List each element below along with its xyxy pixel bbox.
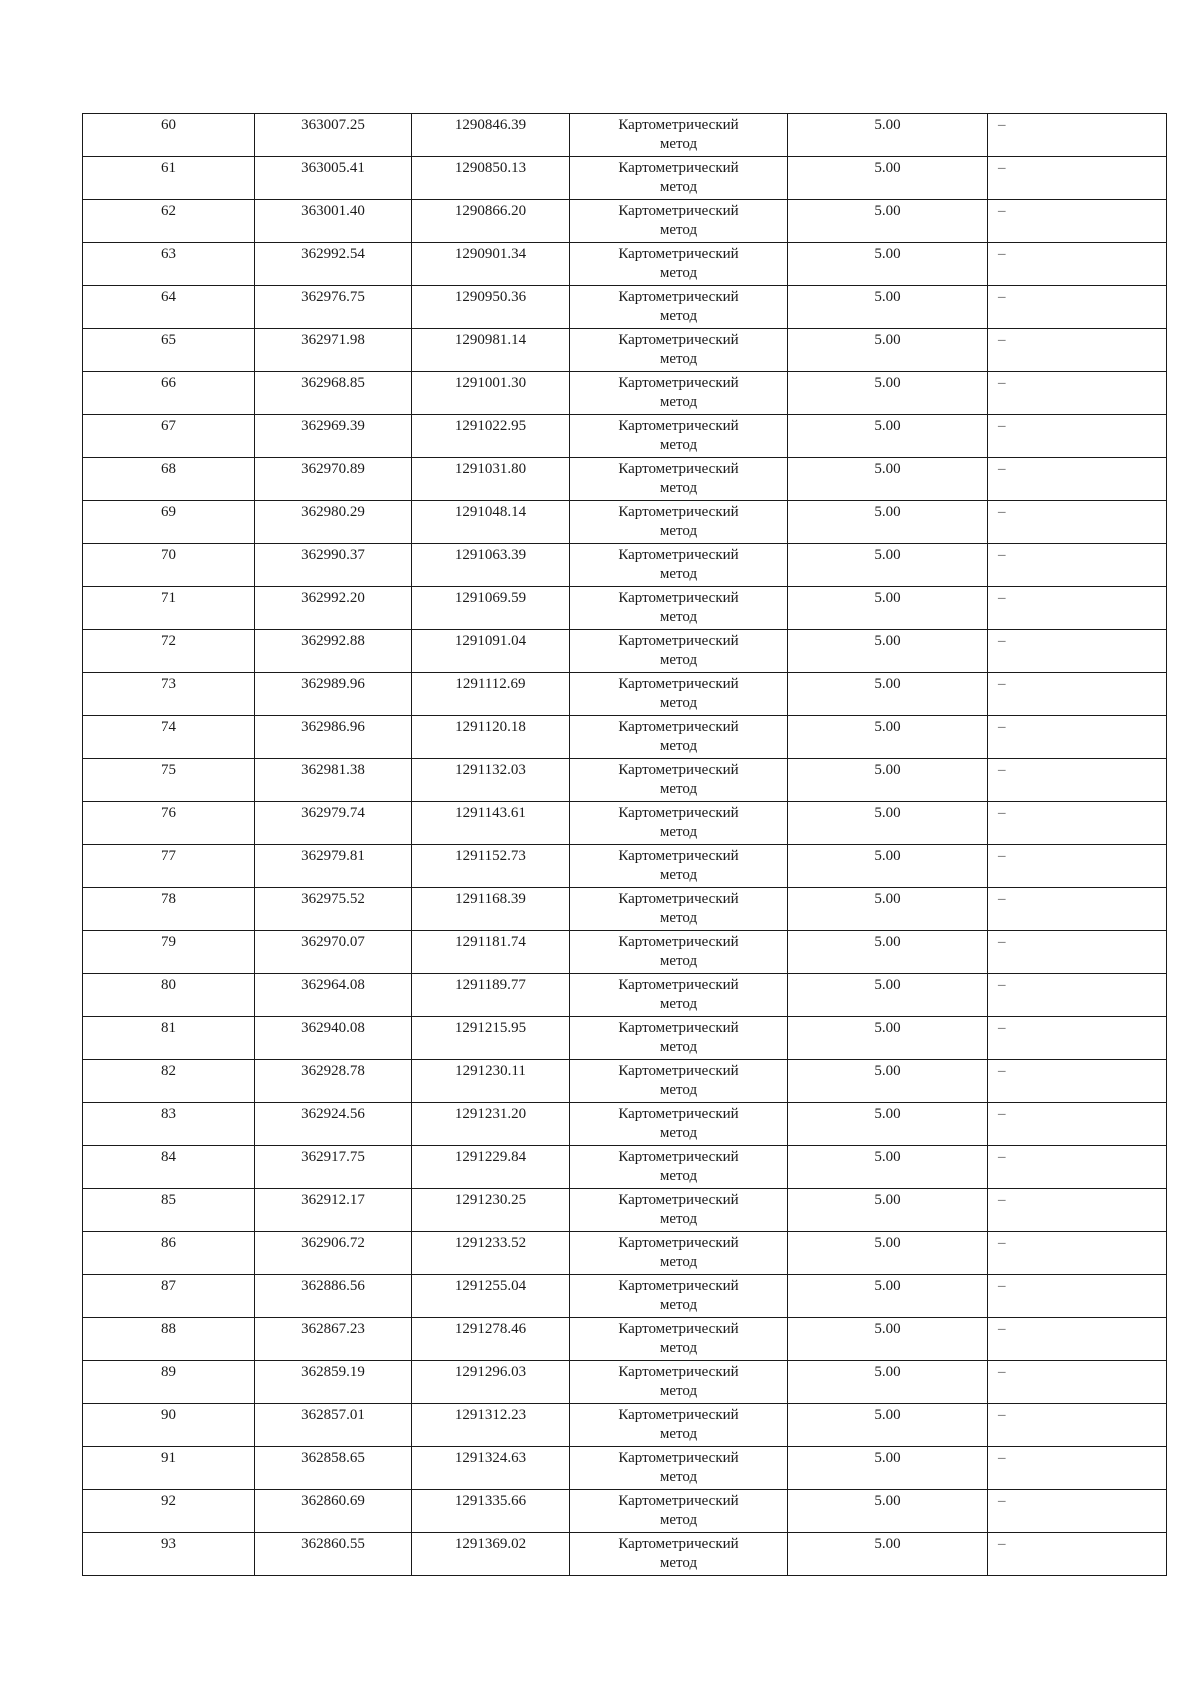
note-cell: – bbox=[988, 329, 1167, 372]
coordinate-x-cell: 362857.01 bbox=[255, 1404, 412, 1447]
coordinate-x-cell: 362867.23 bbox=[255, 1318, 412, 1361]
note-cell: – bbox=[988, 1533, 1167, 1576]
method-cell bbox=[570, 1490, 788, 1533]
coordinate-y-cell: 1291255.04 bbox=[412, 1275, 570, 1318]
note-cell: – bbox=[988, 501, 1167, 544]
note-cell: – bbox=[988, 1275, 1167, 1318]
method-text: Картометрический метод bbox=[618, 332, 739, 367]
table-row bbox=[83, 1232, 1167, 1275]
method-cell bbox=[570, 458, 788, 501]
accuracy-cell: 5.00 bbox=[788, 673, 988, 716]
point-number-cell: 84 bbox=[83, 1146, 255, 1189]
note-cell: – bbox=[988, 243, 1167, 286]
method-text: Картометрический метод bbox=[618, 246, 739, 281]
method-cell bbox=[570, 1103, 788, 1146]
note-cell: – bbox=[988, 888, 1167, 931]
note-cell: – bbox=[988, 200, 1167, 243]
table-row bbox=[83, 1017, 1167, 1060]
point-number-cell: 60 bbox=[83, 114, 255, 157]
table-row bbox=[83, 415, 1167, 458]
coordinate-x-cell: 362964.08 bbox=[255, 974, 412, 1017]
method-text: Картометрический метод bbox=[618, 418, 739, 453]
accuracy-cell: 5.00 bbox=[788, 200, 988, 243]
note-cell: – bbox=[988, 1060, 1167, 1103]
accuracy-cell: 5.00 bbox=[788, 286, 988, 329]
table-row bbox=[83, 1533, 1167, 1576]
coordinate-y-cell: 1291022.95 bbox=[412, 415, 570, 458]
table-row bbox=[83, 587, 1167, 630]
note-cell: – bbox=[988, 458, 1167, 501]
coordinate-x-cell: 362940.08 bbox=[255, 1017, 412, 1060]
method-text: Картометрический метод bbox=[618, 633, 739, 668]
table-row bbox=[83, 974, 1167, 1017]
coordinate-x-cell: 362858.65 bbox=[255, 1447, 412, 1490]
coordinate-y-cell: 1290981.14 bbox=[412, 329, 570, 372]
point-number-cell: 80 bbox=[83, 974, 255, 1017]
accuracy-cell: 5.00 bbox=[788, 157, 988, 200]
note-cell: – bbox=[988, 544, 1167, 587]
coordinate-x-cell: 362979.81 bbox=[255, 845, 412, 888]
note-cell: – bbox=[988, 1361, 1167, 1404]
method-text: Картометрический метод bbox=[618, 891, 739, 926]
method-cell bbox=[570, 501, 788, 544]
coordinate-y-cell: 1291143.61 bbox=[412, 802, 570, 845]
accuracy-cell: 5.00 bbox=[788, 501, 988, 544]
coordinate-y-cell: 1291112.69 bbox=[412, 673, 570, 716]
method-text: Картометрический метод bbox=[618, 461, 739, 496]
coordinate-x-cell: 363001.40 bbox=[255, 200, 412, 243]
coordinate-x-cell: 363007.25 bbox=[255, 114, 412, 157]
coordinate-x-cell: 362975.52 bbox=[255, 888, 412, 931]
point-number-cell: 61 bbox=[83, 157, 255, 200]
accuracy-cell: 5.00 bbox=[788, 1275, 988, 1318]
accuracy-cell: 5.00 bbox=[788, 587, 988, 630]
point-number-cell: 68 bbox=[83, 458, 255, 501]
coordinate-x-cell: 362859.19 bbox=[255, 1361, 412, 1404]
coordinate-x-cell: 362989.96 bbox=[255, 673, 412, 716]
coordinate-y-cell: 1290850.13 bbox=[412, 157, 570, 200]
coordinate-x-cell: 362981.38 bbox=[255, 759, 412, 802]
accuracy-cell: 5.00 bbox=[788, 372, 988, 415]
method-text: Картометрический метод bbox=[618, 1493, 739, 1528]
table-row bbox=[83, 1490, 1167, 1533]
accuracy-cell: 5.00 bbox=[788, 1103, 988, 1146]
coordinate-y-cell: 1291168.39 bbox=[412, 888, 570, 931]
coordinates-table bbox=[82, 113, 1167, 1576]
point-number-cell: 65 bbox=[83, 329, 255, 372]
coordinate-x-cell: 362860.55 bbox=[255, 1533, 412, 1576]
point-number-cell: 87 bbox=[83, 1275, 255, 1318]
coordinate-x-cell: 362968.85 bbox=[255, 372, 412, 415]
table-row bbox=[83, 200, 1167, 243]
coordinate-y-cell: 1291001.30 bbox=[412, 372, 570, 415]
accuracy-cell: 5.00 bbox=[788, 888, 988, 931]
method-text: Картометрический метод bbox=[618, 590, 739, 625]
note-cell: – bbox=[988, 931, 1167, 974]
coordinate-y-cell: 1290866.20 bbox=[412, 200, 570, 243]
note-cell: – bbox=[988, 759, 1167, 802]
coordinate-y-cell: 1291120.18 bbox=[412, 716, 570, 759]
note-cell: – bbox=[988, 587, 1167, 630]
accuracy-cell: 5.00 bbox=[788, 1232, 988, 1275]
note-cell: – bbox=[988, 716, 1167, 759]
point-number-cell: 85 bbox=[83, 1189, 255, 1232]
method-cell bbox=[570, 587, 788, 630]
table-row bbox=[83, 845, 1167, 888]
point-number-cell: 91 bbox=[83, 1447, 255, 1490]
method-cell bbox=[570, 1232, 788, 1275]
point-number-cell: 90 bbox=[83, 1404, 255, 1447]
table-row bbox=[83, 329, 1167, 372]
accuracy-cell: 5.00 bbox=[788, 759, 988, 802]
accuracy-cell: 5.00 bbox=[788, 458, 988, 501]
table-row bbox=[83, 1103, 1167, 1146]
point-number-cell: 76 bbox=[83, 802, 255, 845]
method-cell bbox=[570, 1404, 788, 1447]
coordinates-table-body bbox=[83, 114, 1167, 1576]
table-row bbox=[83, 1318, 1167, 1361]
method-text: Картометрический метод bbox=[618, 934, 739, 969]
point-number-cell: 72 bbox=[83, 630, 255, 673]
table-row bbox=[83, 888, 1167, 931]
method-cell bbox=[570, 286, 788, 329]
coordinate-y-cell: 1291233.52 bbox=[412, 1232, 570, 1275]
method-cell bbox=[570, 974, 788, 1017]
point-number-cell: 78 bbox=[83, 888, 255, 931]
accuracy-cell: 5.00 bbox=[788, 1404, 988, 1447]
point-number-cell: 75 bbox=[83, 759, 255, 802]
coordinate-y-cell: 1291091.04 bbox=[412, 630, 570, 673]
point-number-cell: 82 bbox=[83, 1060, 255, 1103]
note-cell: – bbox=[988, 1017, 1167, 1060]
method-cell bbox=[570, 544, 788, 587]
table-row bbox=[83, 759, 1167, 802]
coordinate-x-cell: 362971.98 bbox=[255, 329, 412, 372]
note-cell: – bbox=[988, 630, 1167, 673]
coordinate-x-cell: 362992.88 bbox=[255, 630, 412, 673]
method-text: Картометрический метод bbox=[618, 375, 739, 410]
coordinate-y-cell: 1291231.20 bbox=[412, 1103, 570, 1146]
method-cell bbox=[570, 1447, 788, 1490]
note-cell: – bbox=[988, 415, 1167, 458]
coordinate-x-cell: 362860.69 bbox=[255, 1490, 412, 1533]
point-number-cell: 81 bbox=[83, 1017, 255, 1060]
table-row bbox=[83, 243, 1167, 286]
coordinate-y-cell: 1291369.02 bbox=[412, 1533, 570, 1576]
accuracy-cell: 5.00 bbox=[788, 845, 988, 888]
coordinate-y-cell: 1291229.84 bbox=[412, 1146, 570, 1189]
method-text: Картометрический метод bbox=[618, 1407, 739, 1442]
method-cell bbox=[570, 1318, 788, 1361]
method-text: Картометрический метод bbox=[618, 1149, 739, 1184]
coordinate-x-cell: 362970.89 bbox=[255, 458, 412, 501]
method-text: Картометрический метод bbox=[618, 1364, 739, 1399]
coordinate-y-cell: 1291324.63 bbox=[412, 1447, 570, 1490]
coordinate-y-cell: 1291048.14 bbox=[412, 501, 570, 544]
method-cell bbox=[570, 673, 788, 716]
method-text: Картометрический метод bbox=[618, 977, 739, 1012]
point-number-cell: 71 bbox=[83, 587, 255, 630]
method-cell bbox=[570, 243, 788, 286]
point-number-cell: 66 bbox=[83, 372, 255, 415]
coordinate-x-cell: 362928.78 bbox=[255, 1060, 412, 1103]
method-cell bbox=[570, 716, 788, 759]
method-cell bbox=[570, 114, 788, 157]
note-cell: – bbox=[988, 845, 1167, 888]
method-text: Картометрический метод bbox=[618, 1321, 739, 1356]
coordinate-y-cell: 1291278.46 bbox=[412, 1318, 570, 1361]
method-cell bbox=[570, 1533, 788, 1576]
table-row bbox=[83, 1060, 1167, 1103]
accuracy-cell: 5.00 bbox=[788, 1017, 988, 1060]
method-text: Картометрический метод bbox=[618, 676, 739, 711]
note-cell: – bbox=[988, 1447, 1167, 1490]
coordinate-y-cell: 1291069.59 bbox=[412, 587, 570, 630]
method-cell bbox=[570, 802, 788, 845]
note-cell: – bbox=[988, 1404, 1167, 1447]
coordinate-y-cell: 1291296.03 bbox=[412, 1361, 570, 1404]
method-cell bbox=[570, 845, 788, 888]
method-text: Картометрический метод bbox=[618, 848, 739, 883]
method-cell bbox=[570, 329, 788, 372]
method-cell bbox=[570, 759, 788, 802]
coordinate-y-cell: 1291215.95 bbox=[412, 1017, 570, 1060]
accuracy-cell: 5.00 bbox=[788, 1318, 988, 1361]
method-cell bbox=[570, 200, 788, 243]
point-number-cell: 74 bbox=[83, 716, 255, 759]
coordinate-x-cell: 362979.74 bbox=[255, 802, 412, 845]
note-cell: – bbox=[988, 802, 1167, 845]
coordinate-y-cell: 1290950.36 bbox=[412, 286, 570, 329]
note-cell: – bbox=[988, 114, 1167, 157]
method-cell bbox=[570, 415, 788, 458]
coordinate-y-cell: 1291152.73 bbox=[412, 845, 570, 888]
accuracy-cell: 5.00 bbox=[788, 974, 988, 1017]
coordinate-y-cell: 1290846.39 bbox=[412, 114, 570, 157]
coordinate-y-cell: 1291189.77 bbox=[412, 974, 570, 1017]
point-number-cell: 67 bbox=[83, 415, 255, 458]
table-row bbox=[83, 1146, 1167, 1189]
table-row bbox=[83, 157, 1167, 200]
coordinate-x-cell: 362917.75 bbox=[255, 1146, 412, 1189]
note-cell: – bbox=[988, 1103, 1167, 1146]
method-cell bbox=[570, 1275, 788, 1318]
note-cell: – bbox=[988, 157, 1167, 200]
point-number-cell: 63 bbox=[83, 243, 255, 286]
coordinate-x-cell: 363005.41 bbox=[255, 157, 412, 200]
table-row bbox=[83, 630, 1167, 673]
table-row bbox=[83, 114, 1167, 157]
method-cell bbox=[570, 372, 788, 415]
method-cell bbox=[570, 931, 788, 974]
note-cell: – bbox=[988, 372, 1167, 415]
coordinate-x-cell: 362924.56 bbox=[255, 1103, 412, 1146]
method-cell bbox=[570, 1361, 788, 1404]
method-text: Картометрический метод bbox=[618, 1106, 739, 1141]
table-row bbox=[83, 1189, 1167, 1232]
method-text: Картометрический метод bbox=[618, 719, 739, 754]
accuracy-cell: 5.00 bbox=[788, 716, 988, 759]
method-text: Картометрический метод bbox=[618, 289, 739, 324]
method-text: Картометрический метод bbox=[618, 1235, 739, 1270]
method-cell bbox=[570, 1189, 788, 1232]
table-row bbox=[83, 544, 1167, 587]
point-number-cell: 93 bbox=[83, 1533, 255, 1576]
point-number-cell: 88 bbox=[83, 1318, 255, 1361]
method-cell bbox=[570, 630, 788, 673]
table-row bbox=[83, 372, 1167, 415]
point-number-cell: 64 bbox=[83, 286, 255, 329]
coordinate-y-cell: 1291031.80 bbox=[412, 458, 570, 501]
note-cell: – bbox=[988, 1490, 1167, 1533]
accuracy-cell: 5.00 bbox=[788, 1189, 988, 1232]
coordinate-y-cell: 1291063.39 bbox=[412, 544, 570, 587]
coordinate-y-cell: 1291312.23 bbox=[412, 1404, 570, 1447]
table-row bbox=[83, 716, 1167, 759]
coordinate-x-cell: 362980.29 bbox=[255, 501, 412, 544]
table-row bbox=[83, 1404, 1167, 1447]
point-number-cell: 83 bbox=[83, 1103, 255, 1146]
accuracy-cell: 5.00 bbox=[788, 544, 988, 587]
method-cell bbox=[570, 1146, 788, 1189]
method-text: Картометрический метод bbox=[618, 1450, 739, 1485]
accuracy-cell: 5.00 bbox=[788, 114, 988, 157]
point-number-cell: 70 bbox=[83, 544, 255, 587]
coordinate-x-cell: 362886.56 bbox=[255, 1275, 412, 1318]
method-text: Картометрический метод bbox=[618, 1063, 739, 1098]
method-text: Картометрический метод bbox=[618, 547, 739, 582]
method-text: Картометрический метод bbox=[618, 117, 739, 152]
note-cell: – bbox=[988, 1189, 1167, 1232]
method-cell bbox=[570, 1060, 788, 1103]
accuracy-cell: 5.00 bbox=[788, 1060, 988, 1103]
note-cell: – bbox=[988, 974, 1167, 1017]
note-cell: – bbox=[988, 1146, 1167, 1189]
accuracy-cell: 5.00 bbox=[788, 1490, 988, 1533]
coordinate-x-cell: 362992.54 bbox=[255, 243, 412, 286]
accuracy-cell: 5.00 bbox=[788, 243, 988, 286]
method-text: Картометрический метод bbox=[618, 805, 739, 840]
method-text: Картометрический метод bbox=[618, 1278, 739, 1313]
coordinate-y-cell: 1291181.74 bbox=[412, 931, 570, 974]
method-text: Картометрический метод bbox=[618, 203, 739, 238]
table-row bbox=[83, 931, 1167, 974]
accuracy-cell: 5.00 bbox=[788, 931, 988, 974]
accuracy-cell: 5.00 bbox=[788, 1533, 988, 1576]
coordinate-x-cell: 362976.75 bbox=[255, 286, 412, 329]
point-number-cell: 89 bbox=[83, 1361, 255, 1404]
table-row bbox=[83, 458, 1167, 501]
table-row bbox=[83, 1275, 1167, 1318]
table-row bbox=[83, 673, 1167, 716]
coordinate-y-cell: 1291132.03 bbox=[412, 759, 570, 802]
method-text: Картометрический метод bbox=[618, 1536, 739, 1571]
point-number-cell: 79 bbox=[83, 931, 255, 974]
accuracy-cell: 5.00 bbox=[788, 329, 988, 372]
accuracy-cell: 5.00 bbox=[788, 415, 988, 458]
coordinate-x-cell: 362970.07 bbox=[255, 931, 412, 974]
method-text: Картометрический метод bbox=[618, 1192, 739, 1227]
table-row bbox=[83, 286, 1167, 329]
coordinate-x-cell: 362912.17 bbox=[255, 1189, 412, 1232]
table-row bbox=[83, 1447, 1167, 1490]
coordinate-y-cell: 1291230.11 bbox=[412, 1060, 570, 1103]
method-text: Картометрический метод bbox=[618, 762, 739, 797]
note-cell: – bbox=[988, 1232, 1167, 1275]
method-text: Картометрический метод bbox=[618, 160, 739, 195]
coordinate-x-cell: 362906.72 bbox=[255, 1232, 412, 1275]
table-row bbox=[83, 1361, 1167, 1404]
coordinate-y-cell: 1290901.34 bbox=[412, 243, 570, 286]
note-cell: – bbox=[988, 286, 1167, 329]
accuracy-cell: 5.00 bbox=[788, 1447, 988, 1490]
note-cell: – bbox=[988, 673, 1167, 716]
point-number-cell: 86 bbox=[83, 1232, 255, 1275]
point-number-cell: 69 bbox=[83, 501, 255, 544]
coordinate-x-cell: 362992.20 bbox=[255, 587, 412, 630]
method-cell bbox=[570, 888, 788, 931]
coordinate-y-cell: 1291230.25 bbox=[412, 1189, 570, 1232]
method-cell bbox=[570, 1017, 788, 1060]
coordinate-x-cell: 362986.96 bbox=[255, 716, 412, 759]
coordinate-y-cell: 1291335.66 bbox=[412, 1490, 570, 1533]
point-number-cell: 77 bbox=[83, 845, 255, 888]
method-text: Картометрический метод bbox=[618, 504, 739, 539]
note-cell: – bbox=[988, 1318, 1167, 1361]
accuracy-cell: 5.00 bbox=[788, 1361, 988, 1404]
method-cell bbox=[570, 157, 788, 200]
point-number-cell: 62 bbox=[83, 200, 255, 243]
accuracy-cell: 5.00 bbox=[788, 1146, 988, 1189]
accuracy-cell: 5.00 bbox=[788, 802, 988, 845]
accuracy-cell: 5.00 bbox=[788, 630, 988, 673]
coordinate-x-cell: 362969.39 bbox=[255, 415, 412, 458]
point-number-cell: 73 bbox=[83, 673, 255, 716]
point-number-cell: 92 bbox=[83, 1490, 255, 1533]
table-row bbox=[83, 802, 1167, 845]
table-row bbox=[83, 501, 1167, 544]
coordinate-x-cell: 362990.37 bbox=[255, 544, 412, 587]
method-text: Картометрический метод bbox=[618, 1020, 739, 1055]
